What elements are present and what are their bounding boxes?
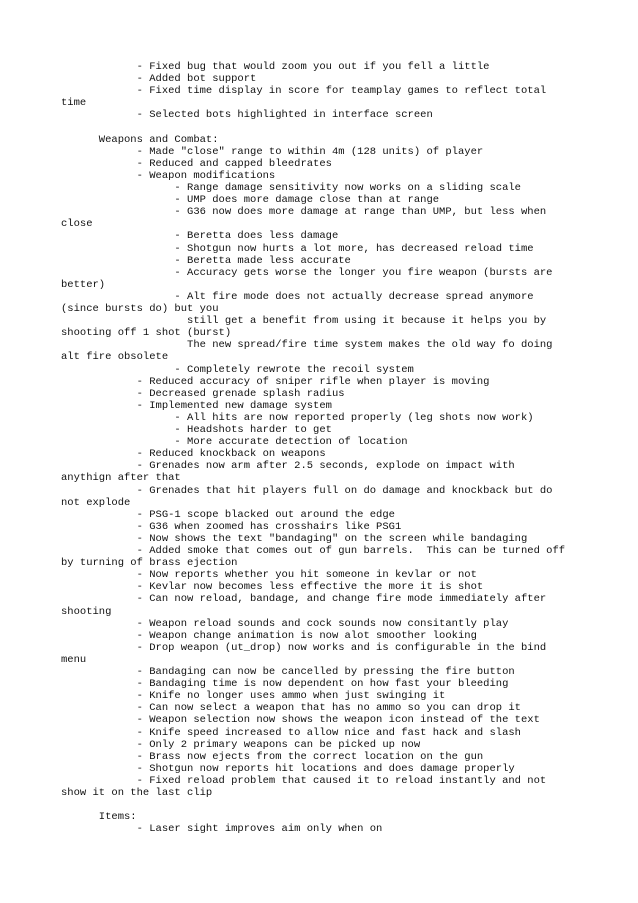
text-line: - Shotgun now hurts a lot more, has decreased reload time <box>61 242 534 255</box>
text-line: - Accuracy gets worse the longer you fire weapon (bursts are <box>61 266 553 279</box>
text-line: - Grenades that hit players full on do damage and knockback but do <box>61 484 553 497</box>
text-line: - Knife speed increased to allow nice and fast hack and slash <box>61 726 521 739</box>
text-line: Items: <box>61 811 137 824</box>
text-line: - Only 2 primary weapons can be picked up now <box>61 738 421 751</box>
text-line: not explode <box>61 496 131 509</box>
text-line: anythign after that <box>61 472 181 485</box>
text-line: - Fixed bug that would zoom you out if you fell a little <box>61 61 490 73</box>
text-line: - Weapon change animation is now alot smoother looking <box>61 629 477 642</box>
text-line: close <box>61 218 93 231</box>
text-line: - Weapon modifications <box>61 169 276 182</box>
text-line: - Weapon selection now shows the weapon icon instead of the text <box>61 714 540 727</box>
text-line: - Laser sight improves aim only when on <box>61 823 383 836</box>
text-line: - Range damage sensitivity now works on a sliding scale <box>61 182 521 194</box>
text-line: - Beretta does less damage <box>61 230 339 243</box>
text-line: - G36 now does more damage at range than UMP, but less when <box>61 206 547 219</box>
text-line: - Bandaging can now be cancelled by pressing the fire button <box>61 666 515 678</box>
text-line: shooting <box>61 605 112 618</box>
text-line: show it on the last clip <box>61 787 213 799</box>
text-line: - UMP does more damage close than at range <box>61 194 440 207</box>
text-line: - All hits are now reported properly (leg shots now work) <box>61 411 534 424</box>
text-line: alt fire obsolete <box>61 351 169 364</box>
text-line: - Reduced accuracy of sniper rifle when player is moving <box>61 375 490 388</box>
text-line: - Knife no longer uses ammo when just swinging it <box>61 690 446 703</box>
text-line: - Implemented new damage system <box>61 399 332 412</box>
text-line: - Fixed time display in score for teamplay games to reflect total <box>61 85 547 98</box>
text-line: - Now reports whether you hit someone in kevlar or not <box>61 569 477 582</box>
text-line: - Can now reload, bandage, and change fire mode immediately after <box>61 593 547 606</box>
text-line: - More accurate detection of location <box>61 436 408 449</box>
text-line: still get a benefit from using it because it helps you by <box>61 315 547 328</box>
text-line: - Added smoke that comes out of gun barrels. This can be turned off <box>61 545 566 557</box>
text-line: - Made "close" range to within 4m (128 units) of player <box>61 145 484 158</box>
text-line: time <box>61 97 87 110</box>
text-line: - Headshots harder to get <box>61 424 332 436</box>
text-line: - Selected bots highlighted in interface screen <box>61 109 433 122</box>
text-line: - Weapon reload sounds and cock sounds now consitantly play <box>61 617 509 630</box>
text-line: - Kevlar now becomes less effective the more it is shot <box>61 581 484 594</box>
text-line: - Beretta made less accurate <box>61 254 351 267</box>
text-line: - Grenades now arm after 2.5 seconds, explode on impact with <box>61 460 515 473</box>
text-line: - Decreased grenade splash radius <box>61 387 345 400</box>
text-line: - Can now select a weapon that has no ammo so you can drop it <box>61 702 521 715</box>
text-line: - Alt fire mode does not actually decrease spread anymore <box>61 290 534 303</box>
text-line: - Added bot support <box>61 73 257 86</box>
text-line: - Completely rewrote the recoil system <box>61 363 414 376</box>
text-line: by turning of brass ejection <box>61 557 238 570</box>
text-line: - PSG-1 scope blacked out around the edge <box>61 508 395 521</box>
text-line: - Reduced knockback on weapons <box>61 448 326 461</box>
text-line: better) <box>61 278 106 291</box>
text-line: - Now shows the text "bandaging" on the screen while bandaging <box>61 532 528 545</box>
text-line: - Reduced and capped bleedrates <box>61 157 332 170</box>
text-line: (since bursts do) but you <box>61 303 219 315</box>
text-line: - G36 when zoomed has crosshairs like PSG1 <box>61 520 402 533</box>
text-line: - Bandaging time is now dependent on how fast your bleeding <box>61 678 509 691</box>
text-line: - Shotgun now reports hit locations and does damage properly <box>61 762 515 775</box>
text-line: - Drop weapon (ut_drop) now works and is configurable in the bind <box>61 641 547 654</box>
text-line: shooting off 1 shot (burst) <box>61 327 232 340</box>
text-line: - Brass now ejects from the correct location on the gun <box>61 750 484 763</box>
text-line: - Fixed reload problem that caused it to reload instantly and not <box>61 774 547 787</box>
text-line: The new spread/fire time system makes the old way fo doing <box>61 339 553 352</box>
text-line: menu <box>61 653 87 666</box>
text-line: Weapons and Combat: <box>61 133 219 146</box>
